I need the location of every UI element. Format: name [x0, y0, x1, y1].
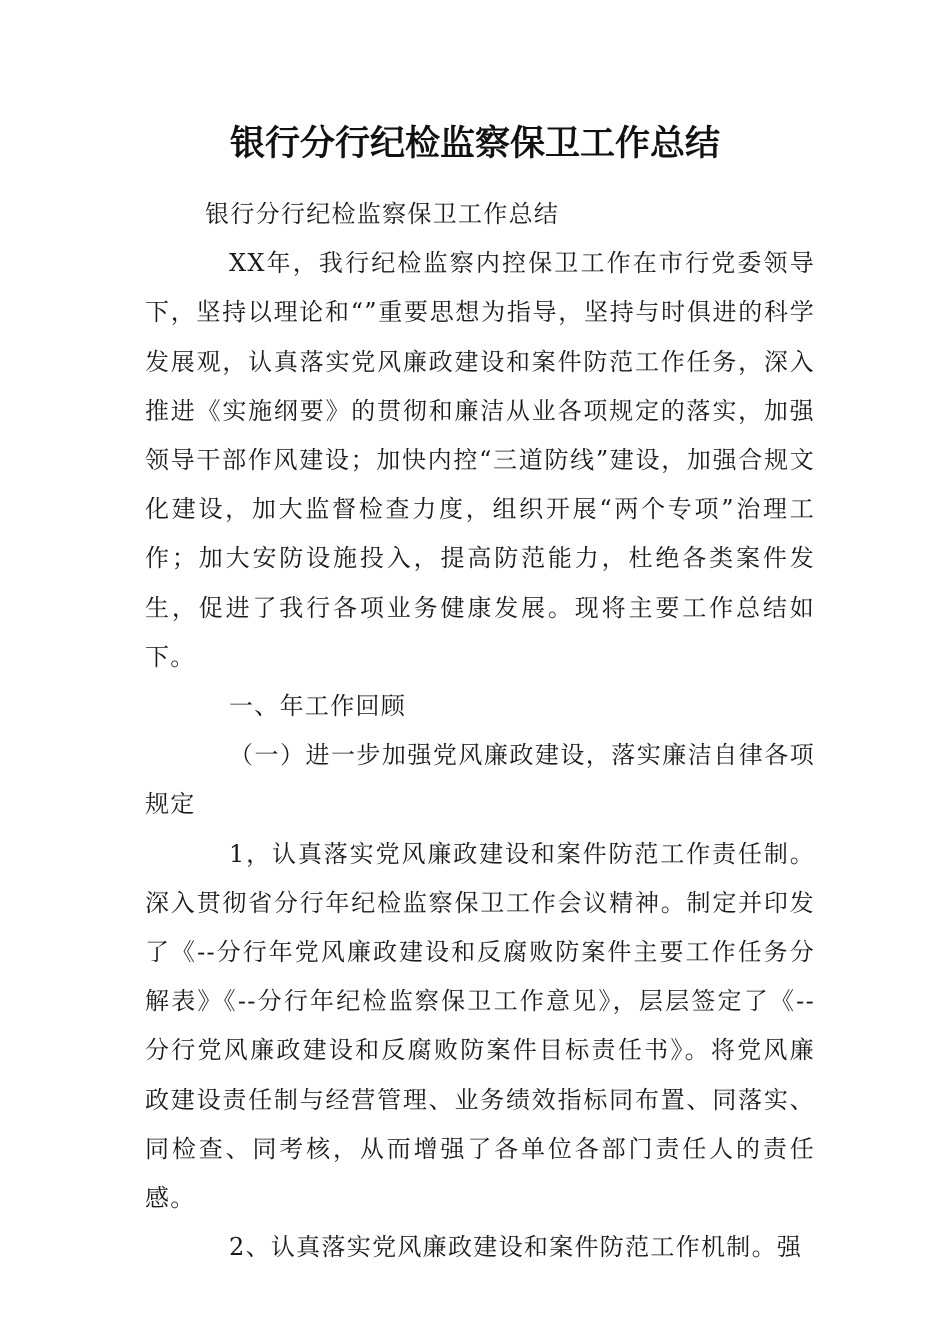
document-title: 银行分行纪检监察保卫工作总结 — [229, 123, 720, 164]
section-heading: 一、年工作回顾 — [229, 692, 407, 721]
item-2-paragraph: 2、认真落实党风廉政建设和案件防范工作机制。强 — [229, 1233, 803, 1262]
subsection-heading: （一）进一步加强党风廉政建设，落实廉洁自律各项规定 — [145, 741, 815, 819]
intro-paragraph: XX年，我行纪检监察内控保卫工作在市行党委领导下，坚持以理论和“”重要思想为指导，坚持与时俱进的科学发展观，认真落实党风廉政建设和案件防范工作任务，深入推进《实施纲要》的贯彻和廉洁从业各项规定的落实，加强领导干部作风建设；加快内控“三道防线”建设，加强合规文化建设，加大监督检查力度，组织开展“两个专项”治理工作；加大安防设施投入，提高防范能力，杜绝各类案件发生，促进了我行各项业务健康发展。现将主要工作总结如下。 — [145, 249, 815, 671]
item-1-paragraph: 1，认真落实党风廉政建设和案件防范工作责任制。深入贯彻省分行年纪检监察保卫工作会议精神。制定并印发了《--分行年党风廉政建设和反腐败防案件主要工作任务分解表》《--分行年纪检监察保卫工作意见》，层层签定了《--分行党风廉政建设和反腐败防案件目标责任书》。将党风廉政建设责任制与经营管理、业务绩效指标同布置、同落实、同检查、同考核，从而增强了各单位各部门责任人的责任感。 — [145, 839, 815, 1213]
subtitle-paragraph: 银行分行纪检监察保卫工作总结 — [205, 200, 560, 228]
document-body — [145, 190, 815, 1272]
